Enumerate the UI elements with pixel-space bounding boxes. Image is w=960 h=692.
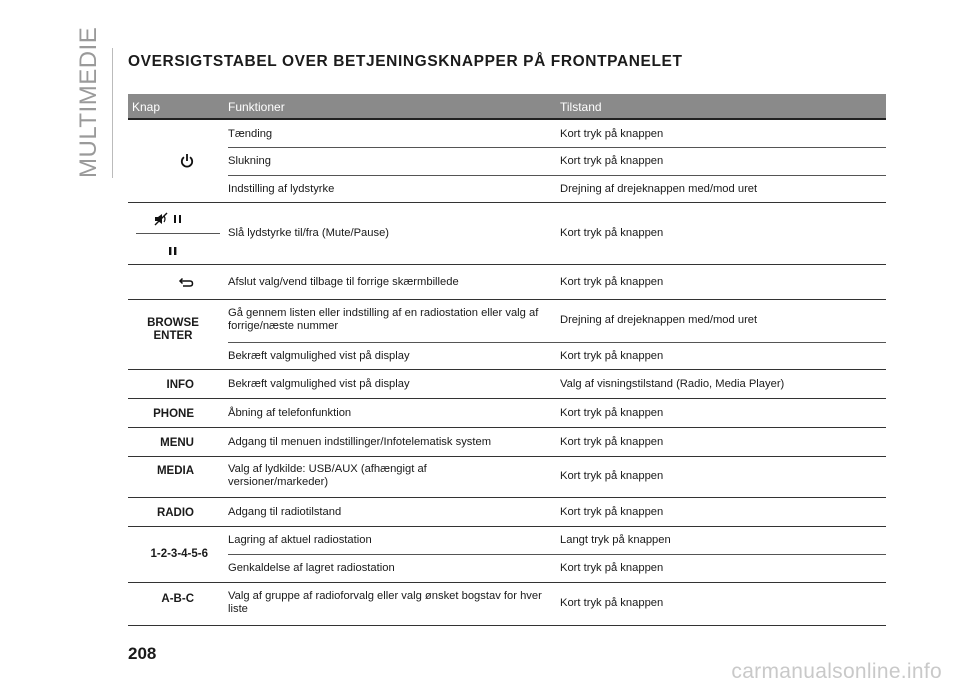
table-group (128, 370, 886, 399)
state-cell: Kort tryk på knappen (560, 597, 664, 609)
table-row (228, 583, 886, 625)
table-row (228, 527, 886, 554)
function-cell: Slukning (228, 155, 271, 167)
section-sidebar (75, 26, 102, 178)
function-cell: Indstilling af lydstyrke (228, 183, 335, 195)
function-cell: Valg af gruppe af radioforvalg eller valg ønsket bogstav for hver liste (228, 590, 542, 615)
mute-pause-icon (154, 212, 186, 226)
button-abc: A-B-C (161, 592, 194, 605)
table-group (128, 428, 886, 457)
state-cell: Valg af visningstilstand (Radio, Media Player) (560, 378, 785, 390)
power-icon (180, 153, 194, 169)
table-row (228, 342, 886, 369)
function-cell: Bekræft valgmulighed vist på display (228, 378, 410, 390)
button-menu: MENU (160, 436, 194, 449)
button-info: INFO (166, 378, 194, 391)
button-phone: PHONE (153, 407, 194, 420)
state-cell: Kort tryk på knappen (560, 562, 664, 574)
button-radio: RADIO (156, 506, 194, 519)
section-divider (112, 48, 113, 178)
function-cell: Adgang til radiotilstand (228, 506, 342, 518)
function-cell: Valg af lydkilde: USB/AUX (afhængigt af versioner/markeder) (228, 463, 427, 488)
table-row (228, 175, 886, 202)
header-state: Tilstand (560, 100, 602, 114)
table-group (128, 399, 886, 428)
table-header (128, 94, 886, 120)
state-cell: Drejning af drejeknappen med/mod uret (560, 183, 758, 195)
state-cell: Langt tryk på knappen (560, 534, 671, 546)
state-cell: Kort tryk på knappen (560, 407, 664, 419)
function-cell: Åbning af telefonfunktion (228, 407, 352, 419)
function-cell: Slå lydstyrke til/fra (Mute/Pause) (228, 227, 390, 239)
section-label: MULTIMEDIE (75, 26, 102, 178)
button-browse-enter: BROWSE ENTER (147, 317, 199, 342)
table-row (228, 428, 886, 456)
header-key: Knap (132, 100, 161, 114)
state-cell: Kort tryk på knappen (560, 128, 664, 140)
table-group (128, 265, 886, 300)
state-cell: Kort tryk på knappen (560, 276, 664, 288)
pause-icon (168, 246, 178, 256)
state-cell: Kort tryk på knappen (560, 350, 664, 362)
state-cell: Kort tryk på knappen (560, 470, 664, 482)
table-row (228, 554, 886, 582)
table-row (228, 120, 886, 147)
back-icon (178, 277, 194, 287)
table-row (228, 399, 886, 427)
button-presets: 1-2-3-4-5-6 (150, 547, 208, 560)
function-cell: Genkaldelse af lagret radiostation (228, 562, 395, 574)
state-cell: Kort tryk på knappen (560, 436, 664, 448)
page-number: 208 (128, 644, 157, 663)
key-divider (136, 233, 220, 234)
table-row (228, 265, 886, 299)
function-cell: Tænding (228, 128, 273, 140)
table-group (128, 300, 886, 370)
table-row (228, 370, 886, 398)
state-cell: Kort tryk på knappen (560, 155, 664, 167)
function-cell: Afslut valg/vend tilbage til forrige skærmbillede (228, 276, 459, 288)
table-row (228, 203, 886, 264)
watermark: carmanualsonline.info (731, 660, 942, 683)
function-cell: Gå gennem listen eller indstilling af en radiostation eller valg af forrige/næste nummer (228, 307, 539, 332)
table-group (128, 120, 886, 203)
page-title: OVERSIGTSTABEL OVER BETJENINGSKNAPPER PÅ FRONTPANELET (128, 53, 683, 70)
button-media: MEDIA (156, 464, 194, 477)
table-row (228, 147, 886, 175)
table-group (128, 527, 886, 583)
function-cell: Lagring af aktuel radiostation (228, 534, 372, 546)
controls-table (128, 94, 886, 626)
header-function: Funktioner (228, 100, 285, 114)
table-row (228, 457, 886, 497)
state-cell: Kort tryk på knappen (560, 506, 664, 518)
table-group (128, 457, 886, 498)
state-cell: Kort tryk på knappen (560, 227, 664, 239)
table-group (128, 203, 886, 265)
table-row (228, 300, 886, 342)
table-group (128, 498, 886, 527)
function-cell: Bekræft valgmulighed vist på display (228, 350, 410, 362)
function-cell: Adgang til menuen indstillinger/Infotelematisk system (228, 436, 492, 448)
table-row (228, 498, 886, 526)
state-cell: Drejning af drejeknappen med/mod uret (560, 314, 758, 326)
table-group (128, 583, 886, 626)
